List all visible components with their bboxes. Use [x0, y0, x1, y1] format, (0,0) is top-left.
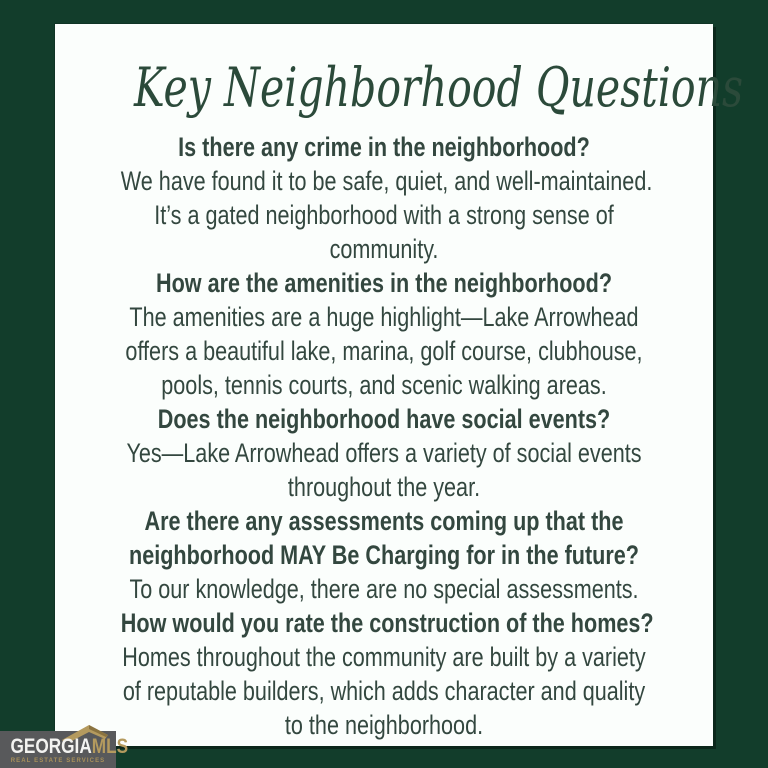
logo-brand-georgia: GEORGIA — [10, 735, 92, 758]
answer-line: throughout the year. — [287, 472, 481, 502]
question-line: Is there any crime in the neighborhood? — [178, 132, 590, 162]
answer-line: offers a beautiful lake, marina, golf course, clubhouse, — [125, 336, 643, 366]
logo-tagline: REAL ESTATE SERVICES — [10, 758, 106, 764]
card-title: Key Neighborhood Questions — [133, 56, 744, 119]
georgia-mls-logo — [0, 731, 129, 768]
question-line: How are the amenities in the neighborhood? — [155, 268, 613, 298]
question-line: How would you rate the construction of the homes? — [120, 608, 654, 638]
question-line: Are there any assessments coming up that the — [144, 506, 624, 536]
answer-line: We have found it to be safe, quiet, and well-maintained. — [120, 166, 653, 196]
answer-line: Yes—Lake Arrowhead offers a variety of social events — [126, 438, 642, 468]
answer-line: of reputable builders, which adds character and quality — [122, 676, 646, 706]
answer-line: to the neighborhood. — [284, 710, 484, 740]
answer-line: It’s a gated neighborhood with a strong sense of — [154, 200, 614, 230]
answer-line: The amenities are a huge highlight—Lake Arrowhead — [129, 302, 639, 332]
answer-line: community. — [329, 234, 439, 264]
answer-line: pools, tennis courts, and scenic walking areas. — [161, 370, 607, 400]
logo-brand-mls: MLS — [91, 735, 129, 758]
answer-line: Homes throughout the community are built by a variety — [122, 642, 646, 672]
question-line: Does the neighborhood have social events? — [157, 404, 611, 434]
question-line: neighborhood MAY Be Charging for in the future? — [128, 540, 639, 570]
logo-brand — [10, 735, 129, 758]
card-content — [55, 24, 744, 742]
qa-card — [55, 24, 744, 746]
answer-line: To our knowledge, there are no special assessments. — [129, 574, 639, 604]
